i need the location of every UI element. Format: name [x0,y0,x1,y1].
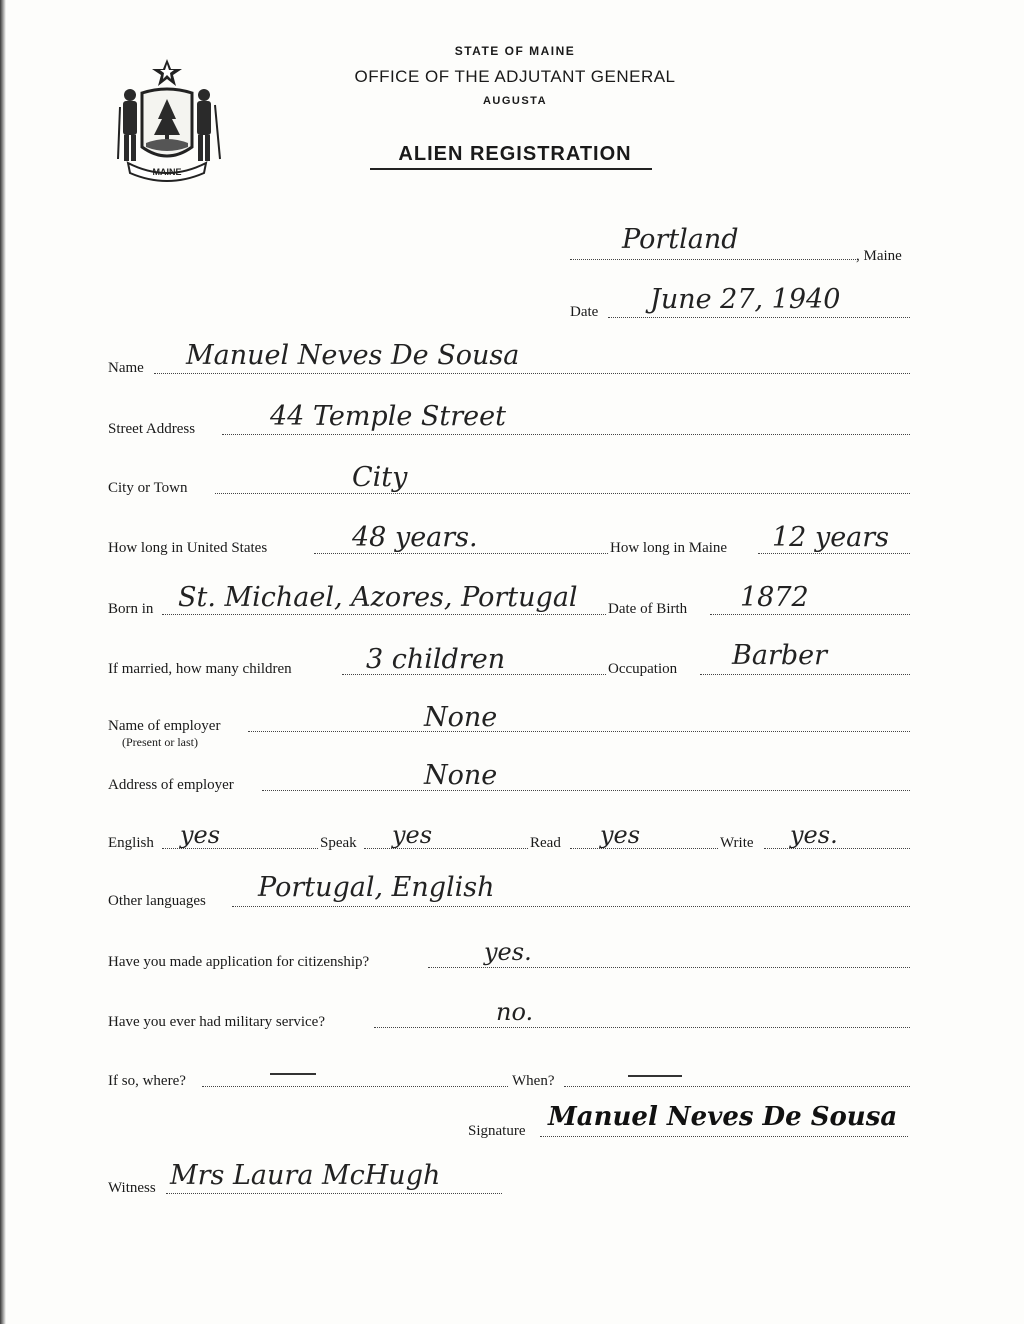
where-line [202,1086,508,1087]
citizenship-line [428,967,910,968]
name-line [154,373,910,374]
street-label: Street Address [108,421,196,437]
other-languages-line [232,906,910,907]
witness-label: Witness [108,1180,156,1196]
where-label: If so, where? [108,1073,186,1089]
military-value: no. [496,998,534,1026]
english-value: yes [180,821,221,849]
how-long-us-label: How long in United States [108,540,268,556]
street-line [222,434,910,435]
witness-value: Mrs Laura McHugh [170,1160,441,1191]
town-value: Portland [622,224,739,255]
name-label: Name [108,360,144,376]
maine-state-seal-icon [108,55,226,185]
scan-edge-shadow [0,0,6,1324]
how-long-us-value: 48 years. [352,522,478,553]
date-value: June 27, 1940 [650,284,841,315]
employer-value: None [424,702,498,733]
date-line [608,317,910,318]
military-label: Have you ever had military service? [108,1014,325,1030]
dob-label: Date of Birth [608,601,688,617]
seal-lettering: MAINE [152,167,182,177]
signature-line [540,1136,908,1137]
occupation-line [700,674,910,675]
state-heading: STATE OF MAINE [454,44,576,58]
military-line [374,1027,910,1028]
when-label: When? [512,1073,555,1089]
children-label: If married, how many children [108,661,292,677]
date-label: Date [570,304,599,320]
dob-line [710,614,910,615]
english-label: English [108,835,154,851]
employer-label: Name of employer [108,718,221,734]
city-label: City or Town [108,480,188,496]
write-label: Write [720,835,754,851]
how-long-maine-line [758,553,910,554]
occupation-label: Occupation [608,661,678,677]
write-value: yes. [790,821,838,849]
form-title: ALIEN REGISTRATION [398,143,632,165]
born-in-value: St. Michael, Azores, Portugal [178,582,578,613]
speak-line [364,848,528,849]
street-value: 44 Temple Street [270,401,506,432]
how-long-maine-value: 12 years [772,522,890,553]
where-dash [270,1073,316,1075]
employer-note: (Present or last) [122,735,198,749]
occupation-value: Barber [732,640,828,671]
employer-address-line [262,790,910,791]
maine-label: , Maine [856,248,902,264]
office-heading: OFFICE OF THE ADJUTANT GENERAL [354,67,676,86]
citizenship-label: Have you made application for citizenship? [108,954,370,970]
other-languages-value: Portugal, English [258,872,495,903]
city-heading: AUGUSTA [482,95,548,107]
dob-value: 1872 [740,582,809,613]
employer-address-value: None [424,760,498,791]
speak-label: Speak [320,835,357,851]
signature-value: Manuel Neves De Sousa [548,1102,898,1132]
when-line [564,1086,910,1087]
city-value: City [352,462,408,493]
employer-line [248,731,910,732]
city-line [215,493,910,494]
born-in-line [162,614,606,615]
signature-label: Signature [468,1123,526,1139]
citizenship-value: yes. [484,938,532,966]
other-languages-label: Other languages [108,893,206,909]
read-line [570,848,718,849]
born-in-label: Born in [108,601,154,617]
children-value: 3 children [366,644,506,675]
name-value: Manuel Neves De Sousa [186,340,520,371]
title-underline [370,168,652,170]
town-line [570,259,856,260]
employer-address-label: Address of employer [108,777,234,793]
speak-value: yes [392,821,433,849]
read-value: yes [600,821,641,849]
witness-line [166,1193,502,1194]
how-long-us-line [314,553,608,554]
how-long-maine-label: How long in Maine [610,540,728,556]
read-label: Read [530,835,561,851]
when-dash [628,1075,682,1077]
